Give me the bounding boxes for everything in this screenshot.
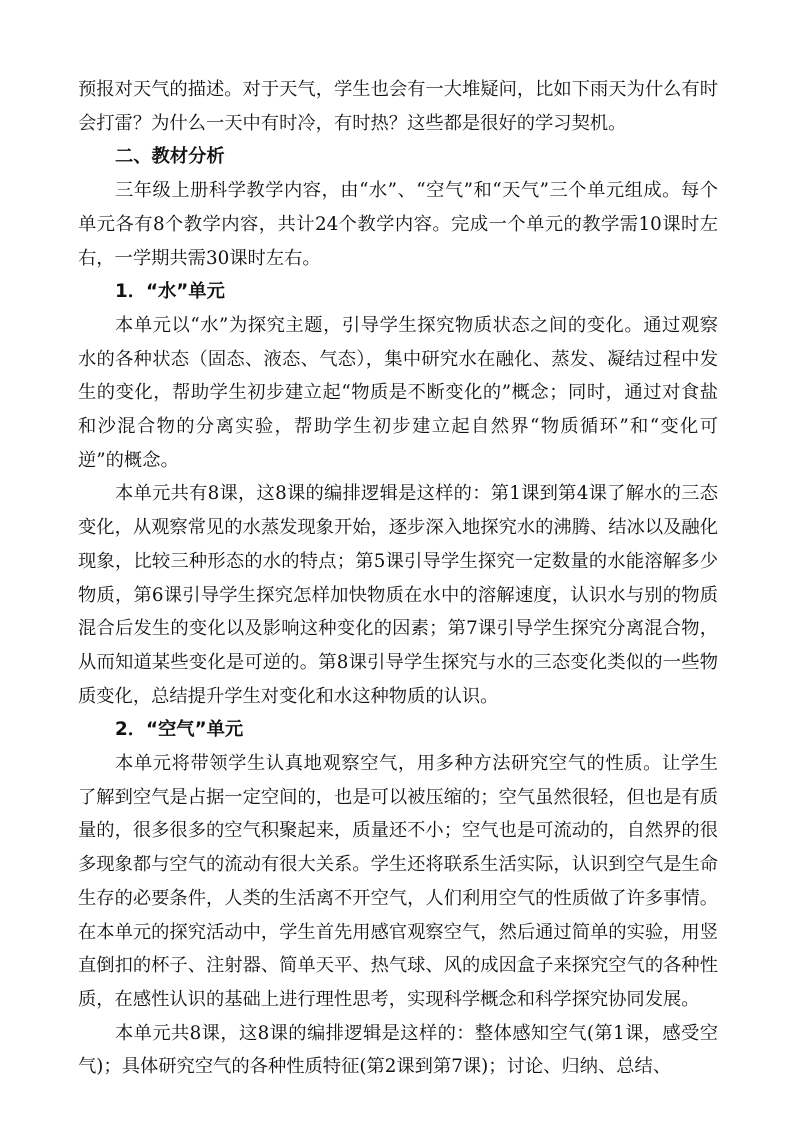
body-paragraph: 本单元共有8课，这8课的编排逻辑是这样的：第1课到第4课了解水的三态变化，从观察常见的水蒸发现象开始，逐步深入地探究水的沸腾、结冰以及融化现象，比较三种形态的水的特点；第5课引导学生探究一定数量的水能溶解多少物质，第6课引导学生探究怎样加快物质在水中的溶解速度，认识水与别的物质混合后发生的变化以及影响这种变化的因素；第7课引导学生探究分离混合物，从而知道某些变化是可逆的。第8课引导学生探究与水的三态变化类似的一些物质变化，总结提升学生对变化和水这种物质的认识。: [78, 483, 718, 707]
body-paragraph: 本单元共8课，这8课的编排逻辑是这样的：整体感知空气(第1课，感受空气)；具体研究空气的各种性质特征(第2课到第7课)；讨论、归纳、总结、: [78, 1022, 718, 1078]
document-page: [78, 73, 718, 1084]
section-heading: 二、教材分析: [115, 146, 225, 168]
body-paragraph: 本单元以“水”为探究主题，引导学生探究物质状态之间的变化。通过观察水的各种状态（固态、液态、气态），集中研究水在融化、蒸发、凝结过程中发生的变化，帮助学生初步建立起“物质是不断变化的”概念；同时，通过对食盐和沙混合物的分离实验，帮助学生初步建立起自然界“物质循环”和“变化可逆”的概念。: [78, 314, 718, 471]
subsection-heading: 2．“空气”单元: [115, 719, 244, 741]
body-paragraph: 预报对天气的描述。对于天气，学生也会有一大堆疑问，比如下雨天为什么有时会打雷？为什么一天中有时冷，有时热？这些都是很好的学习契机。: [78, 79, 718, 134]
subsection-heading: 1．“水”单元: [115, 281, 225, 303]
body-paragraph: 本单元将带领学生认真地观察空气，用多种方法研究空气的性质。让学生了解到空气是占据一定空间的，也是可以被压缩的；空气虽然很轻，但也是有质量的，很多很多的空气积聚起来，质量还不小；空气也是可流动的，自然界的很多现象都与空气的流动有很大关系。学生还将联系生活实际，认识到空气是生命生存的必要条件，人类的生活离不开空气，人们利用空气的性质做了许多事情。在本单元的探究活动中，学生首先用感官观察空气，然后通过简单的实验，用竖直倒扣的杯子、注射器、简单天平、热气球、风的成因盒子来探究空气的各种性质，在感性认识的基础上进行理性思考，实现科学概念和科学探究协同发展。: [78, 753, 718, 1010]
body-paragraph: 三年级上册科学教学内容，由“水”、“空气”和“天气”三个单元组成。每个单元各有8个教学内容，共计24个教学内容。完成一个单元的教学需10课时左右，一学期共需30课时左右。: [78, 180, 718, 269]
